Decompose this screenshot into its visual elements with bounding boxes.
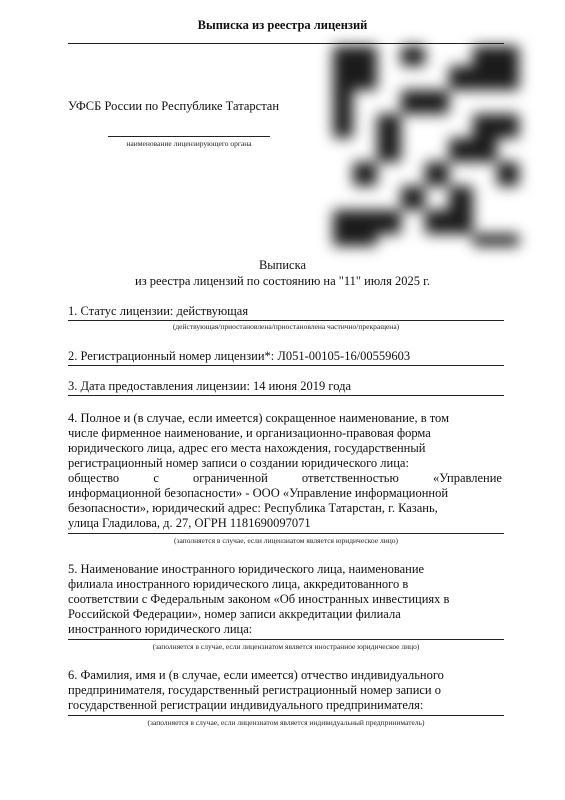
legal-entity-line: числе фирменное наименование, и организационно-правовая форма <box>68 426 431 440</box>
legal-entity-line: регистрационный номер записи о создании юридического лица: <box>68 456 409 470</box>
individual-line: 6. Фамилия, имя и (в случае, если имеется) отчество индивидуального <box>68 668 444 682</box>
individual-section <box>68 668 502 713</box>
legal-entity-row <box>68 471 502 486</box>
individual-line: предпринимателя, государственный регистрационный номер записи о <box>68 683 441 697</box>
individual-line: государственной регистрации индивидуального предпринимателя: <box>68 698 424 712</box>
legal-entity-line: безопасности», юридический адрес: Республика Татарстан, г. Казань, <box>68 501 438 515</box>
foreign-branch-section <box>68 562 502 637</box>
foreign-branch-rule <box>68 639 504 640</box>
foreign-branch-line: филиала иностранного юридического лица, аккредитованного в <box>68 577 409 591</box>
legal-entity-line: 4. Полное и (в случае, если имеется) сокращенное наименование, в том <box>68 411 449 425</box>
status-rule <box>68 320 504 321</box>
foreign-branch-line: 5. Наименование иностранного юридического лица, наименование <box>68 562 425 576</box>
legal-entity-line: юридического лица, адрес его места нахождения, государственный <box>68 441 426 455</box>
legal-entity-rule <box>68 533 504 534</box>
individual-caption: (заполняется в случае, если лицензиатом является индивидуальный предприниматель) <box>147 718 425 727</box>
legal-entity-word: ограниченной <box>193 471 268 485</box>
issue-date: 3. Дата предоставления лицензии: 14 июня 2019 года <box>68 379 351 393</box>
legal-entity-word: с <box>153 471 159 485</box>
legal-entity-line: информационной безопасности» - ООО «Управление информационной <box>68 486 449 500</box>
legal-entity-caption: (заполняется в случае, если лицензиатом является юридическое лицо) <box>173 536 398 545</box>
registration-number: 2. Регистрационный номер лицензии*: Л051-00105-16/00559603 <box>68 349 411 363</box>
extract-title: Выписка <box>258 258 307 272</box>
foreign-branch-line: соответствии с Федеральным законом «Об иностранных инвестициях в <box>68 592 450 606</box>
foreign-branch-line: иностранного юридического лица: <box>68 622 253 636</box>
page-title: Выписка из реестра лицензий <box>197 18 368 32</box>
legal-entity-section <box>68 411 502 531</box>
qr-code-icon <box>333 46 519 246</box>
individual-rule <box>68 715 504 716</box>
title-rule <box>68 43 504 44</box>
authority-caption: наименование лицензирующего органа <box>126 139 252 148</box>
extract-subtitle: из реестра лицензий по состоянию на "11" июля 2025 г. <box>135 274 430 288</box>
reg-number-rule <box>68 365 504 366</box>
foreign-branch-caption: (заполняется в случае, если лицензиатом является иностранное юридическое лицо) <box>152 642 420 651</box>
license-status: 1. Статус лицензии: действующая <box>68 304 249 318</box>
licensing-authority-name: УФСБ России по Республике Татарстан <box>68 99 280 113</box>
legal-entity-word: ответственностью <box>301 471 399 485</box>
legal-entity-word: общество <box>68 471 120 485</box>
issue-date-rule <box>68 395 504 396</box>
status-caption: (действующая/приостановлена/приостановлена частично/прекращена) <box>172 322 400 331</box>
legal-entity-word: «Управление <box>433 471 502 485</box>
foreign-branch-line: Российской Федерации», номер записи аккредитации филиала <box>68 607 401 621</box>
legal-entity-last-line: улица Гладилова, д. 27, ОГРН 1181690097071 <box>68 516 311 530</box>
authority-underline <box>108 136 270 137</box>
